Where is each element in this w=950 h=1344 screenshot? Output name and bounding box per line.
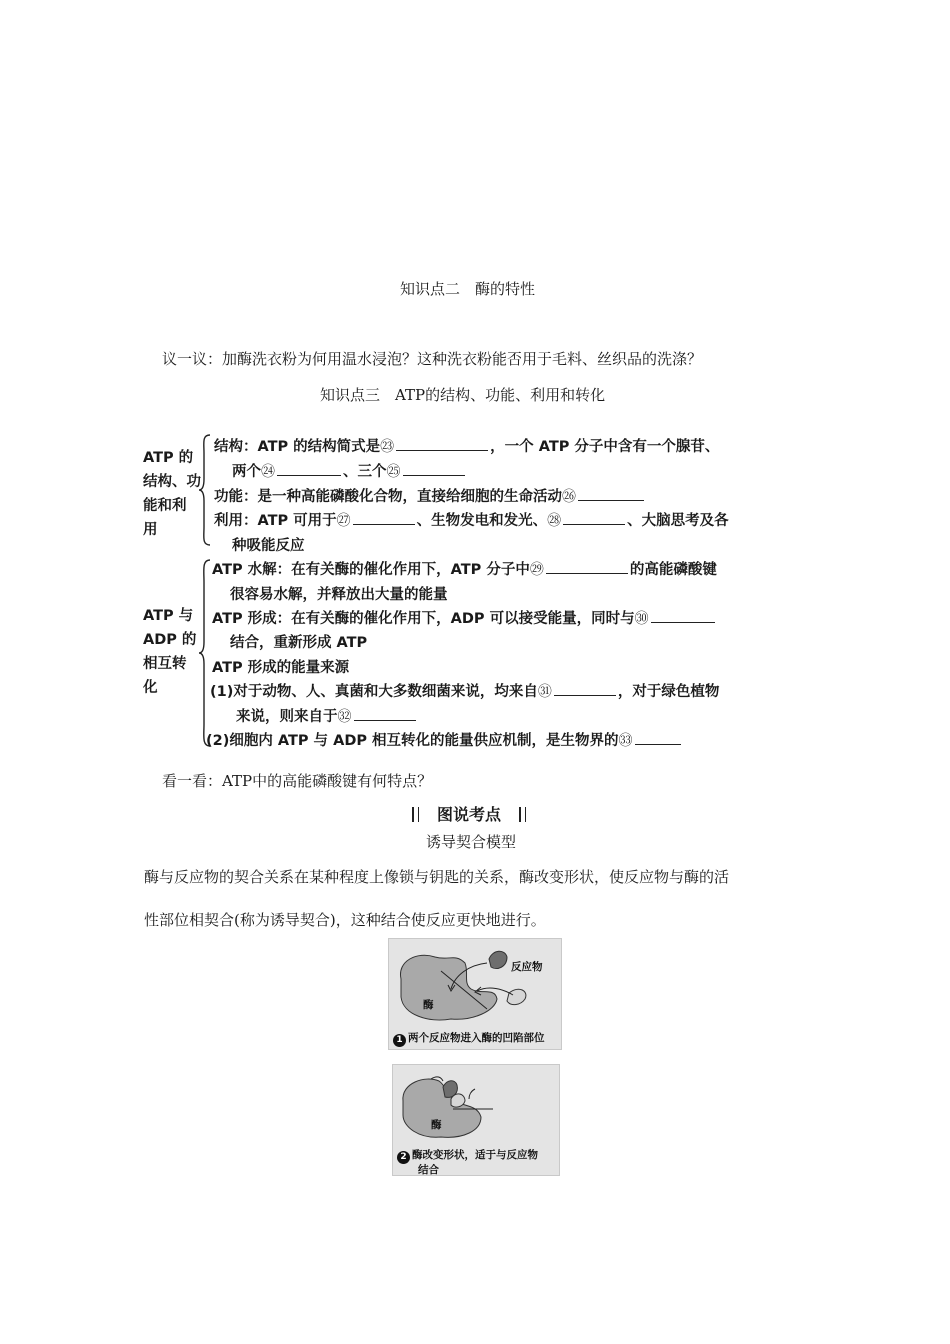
energy-source-1b: 来说，则来自于㉜ (236, 705, 418, 726)
figure-1-caption: 1 两个反应物进入酶的凹陷部位 (393, 1030, 545, 1047)
look-question: 看一看：ATP中的高能磷酸键有何特点？ (162, 772, 433, 790)
blank-28[interactable] (563, 510, 625, 525)
brace-2 (198, 558, 212, 748)
formation-line-2: 结合，重新形成 ATP (230, 635, 368, 651)
figure-1-illustration (389, 939, 561, 1027)
heading-knowledge-2: 知识点二 酶的特性 (400, 280, 536, 298)
figure-2-caption: 2 酶改变形状，适于与反应物 结合 (397, 1149, 538, 1177)
section-title-right-mark (519, 807, 526, 822)
blank-33[interactable] (635, 730, 681, 745)
structure-line-1: 结构：ATP 的结构简式是㉓ ，一个 ATP 分子中含有一个腺苷、 (214, 435, 719, 456)
discussion-question: 议一议：加酶洗衣粉为何用温水浸泡？这种洗衣粉能否用于毛料、丝织品的洗涤？ (162, 350, 703, 368)
blank-25[interactable] (403, 461, 465, 476)
function-line: 功能：是一种高能磷酸化合物，直接给细胞的生命活动㉖ (214, 485, 646, 506)
step-2-badge: 2 (397, 1151, 410, 1164)
figure-2-illustration (393, 1065, 559, 1145)
paragraph-line-1: 酶与反应物的契合关系在某种程度上像锁与钥匙的关系，酶改变形状，使反应物与酶的活 (144, 868, 730, 886)
blank-32[interactable] (354, 706, 416, 721)
section-title-left-mark (412, 807, 419, 822)
blank-30[interactable] (651, 608, 715, 623)
bound-reactant-b (451, 1094, 465, 1107)
structure-line-2: 两个㉔ 、三个㉕ (232, 460, 467, 481)
section-title-bar (412, 802, 526, 825)
blank-24[interactable] (277, 461, 341, 476)
energy-source-2: (2)细胞内 ATP 与 ADP 相互转化的能量供应机制，是生物界的㉝ (206, 729, 683, 750)
blank-31[interactable] (554, 681, 616, 696)
blank-23[interactable] (396, 436, 488, 451)
blank-29[interactable] (546, 559, 628, 574)
fit-arrow-2 (469, 1089, 475, 1099)
energy-source-1: (1)对于动物、人、真菌和大多数细菌来说，均来自㉛ ，对于绿色植物 (210, 680, 719, 701)
hydrolysis-line-2: 很容易水解，并释放出大量的能量 (230, 587, 448, 603)
use-line-2: 种吸能反应 (232, 538, 305, 554)
blank-27[interactable] (353, 510, 415, 525)
hydrolysis-line-1: ATP 水解：在有关酶的催化作用下，ATP 分子中㉙ 的高能磷酸键 (212, 558, 717, 579)
step-1-badge: 1 (393, 1034, 406, 1047)
section-title: 图说考点 (437, 805, 502, 824)
formation-line-1: ATP 形成：在有关酶的催化作用下，ADP 可以接受能量，同时与㉚ (212, 607, 717, 628)
reactant-a-shape (489, 951, 507, 968)
enzyme-label-1: 酶 (423, 999, 434, 1011)
group1-label: ATP 的 结构、功 能和利 用 (143, 450, 201, 538)
blank-26[interactable] (578, 486, 644, 501)
heading-knowledge-3: 知识点三 ATP的结构、功能、利用和转化 (320, 386, 606, 404)
energy-source-heading: ATP 形成的能量来源 (212, 660, 350, 676)
figure-2 (392, 1064, 560, 1176)
model-title: 诱导契合模型 (426, 833, 517, 851)
group2-label: ATP 与 ADP 的 相互转 化 (143, 608, 197, 696)
paragraph-line-2: 性部位相契合(称为诱导契合)，这种结合使反应更快地进行。 (144, 911, 546, 929)
reactant-label: 反应物 (511, 961, 543, 973)
use-line-1: 利用：ATP 可用于㉗ 、生物发电和发光、㉘ 、大脑思考及各 (214, 509, 729, 530)
reactant-b-shape (507, 989, 526, 1004)
enzyme-shape-1 (400, 955, 497, 1020)
brace-1 (198, 433, 212, 547)
enzyme-label-2: 酶 (431, 1119, 442, 1131)
figure-1 (388, 938, 562, 1050)
